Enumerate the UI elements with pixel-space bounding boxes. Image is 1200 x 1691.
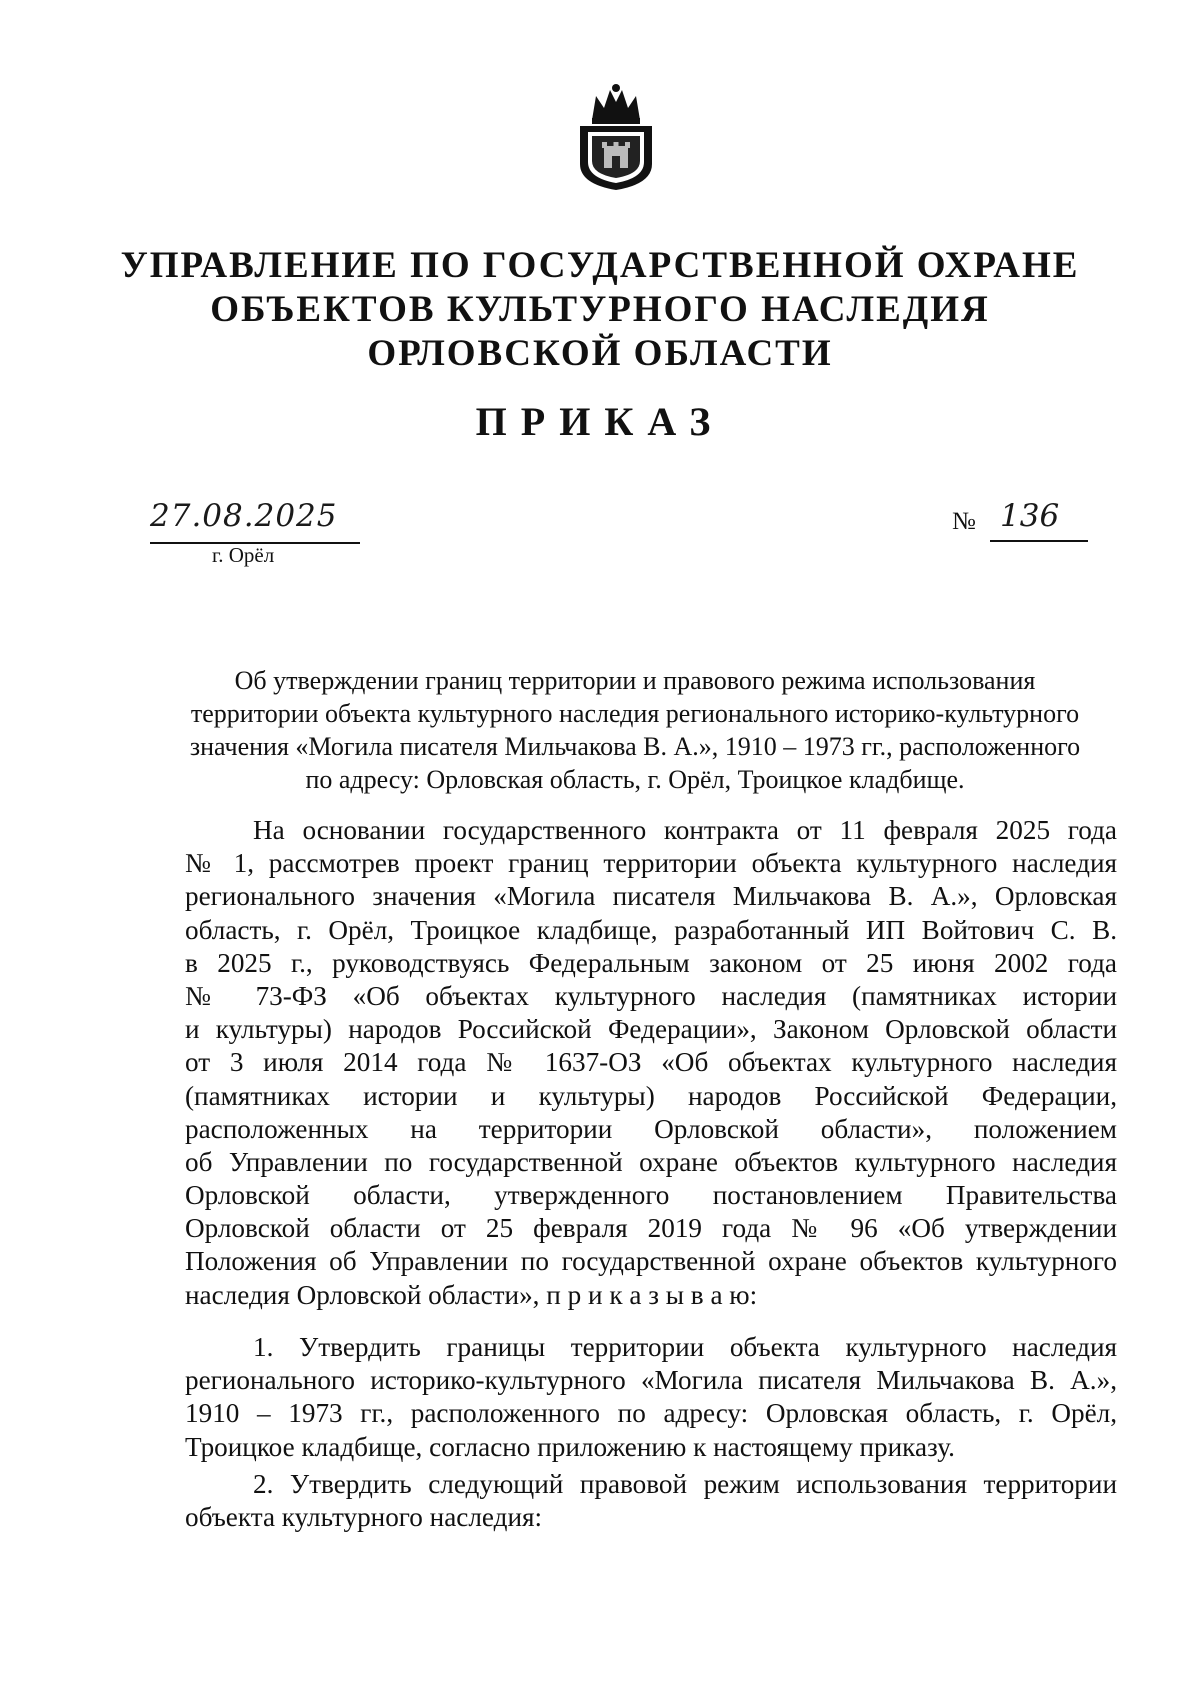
- paragraph-line: от 3 июля 2014 года № 1637-ОЗ «Об объектах культурного наследия: [185, 1047, 1117, 1078]
- subject-line: Об утверждении границ территории и правового режима использования: [234, 666, 1036, 695]
- handwritten-number: 136: [1000, 498, 1060, 534]
- item-line: объекта культурного наследия:: [185, 1502, 543, 1533]
- item-line: 1. Утвердить границы территории объекта культурного наследия: [253, 1332, 1117, 1362]
- paragraph-line: № 1, рассмотрев проект границ территории объекта культурного наследия: [185, 848, 1117, 879]
- preamble-paragraph: [185, 814, 1117, 1312]
- paragraph-line: На основании государственного контракта от 11 февраля 2025 года: [253, 815, 1117, 845]
- paragraph-line: об Управлении по государственной охране объектов культурного наследия: [185, 1146, 1117, 1177]
- paragraph-line: область, г. Орёл, Троицкое кладбище, разработанный ИП Войтович С. В.: [185, 914, 1117, 945]
- paragraph-line: наследия Орловской области», п р и к а з ы в а ю:: [185, 1279, 758, 1310]
- order-subject: [170, 664, 1100, 796]
- number-label: №: [952, 508, 976, 535]
- header-line-3: ОРЛОВСКОЙ ОБЛАСТИ: [367, 333, 833, 374]
- subject-line: по адресу: Орловская область, г. Орёл, Троицкое кладбище.: [305, 765, 965, 794]
- item-line: регионального историко-культурного «Могила писателя Мильчакова В. А.»,: [185, 1365, 1117, 1396]
- issuer-header: [0, 244, 1200, 376]
- number-underline: [990, 540, 1088, 542]
- paragraph-line: регионального значения «Могила писателя Мильчакова В. А.», Орловская: [185, 881, 1117, 912]
- order-item-2: [185, 1468, 1117, 1534]
- item-line: Троицкое кладбище, согласно приложению к настоящему приказу.: [185, 1431, 955, 1462]
- paragraph-line: расположенных на территории Орловской области», положением: [185, 1113, 1117, 1144]
- subject-line: значения «Могила писателя Мильчакова В. А.», 1910 – 1973 гг., расположенного: [189, 732, 1081, 761]
- item-line: 2. Утвердить следующий правовой режим использования территории: [253, 1469, 1117, 1499]
- paragraph-line: и культуры) народов Российской Федерации», Законом Орловской области: [185, 1014, 1117, 1045]
- paragraph-line: Орловской области, утвержденного постановлением Правительства: [185, 1180, 1117, 1211]
- handwritten-date: 27.08.2025: [150, 498, 338, 534]
- document-title: ПРИКАЗ: [475, 399, 725, 444]
- paragraph-line: Орловской области от 25 февраля 2019 года № 96 «Об утверждении: [185, 1213, 1117, 1244]
- item-line: 1910 – 1973 гг., расположенного по адресу: Орловская область, г. Орёл,: [185, 1398, 1117, 1429]
- coat-of-arms-icon: [570, 82, 662, 192]
- paragraph-line: Положения об Управлении по государственной охране объектов культурного: [185, 1246, 1117, 1277]
- order-item-1: [185, 1331, 1117, 1464]
- header-line-1: УПРАВЛЕНИЕ ПО ГОСУДАРСТВЕННОЙ ОХРАНЕ: [120, 245, 1080, 286]
- paragraph-line: в 2025 г., руководствуясь Федеральным законом от 25 июня 2002 года: [185, 947, 1117, 978]
- paragraph-line: № 73-ФЗ «Об объектах культурного наследия (памятниках истории: [185, 980, 1117, 1011]
- paragraph-line: (памятниках истории и культуры) народов Российской Федерации,: [185, 1080, 1117, 1111]
- subject-line: территории объекта культурного наследия регионального историко-культурного: [190, 699, 1080, 728]
- city-label: г. Орёл: [212, 543, 275, 567]
- header-line-2: ОБЪЕКТОВ КУЛЬТУРНОГО НАСЛЕДИЯ: [210, 289, 990, 330]
